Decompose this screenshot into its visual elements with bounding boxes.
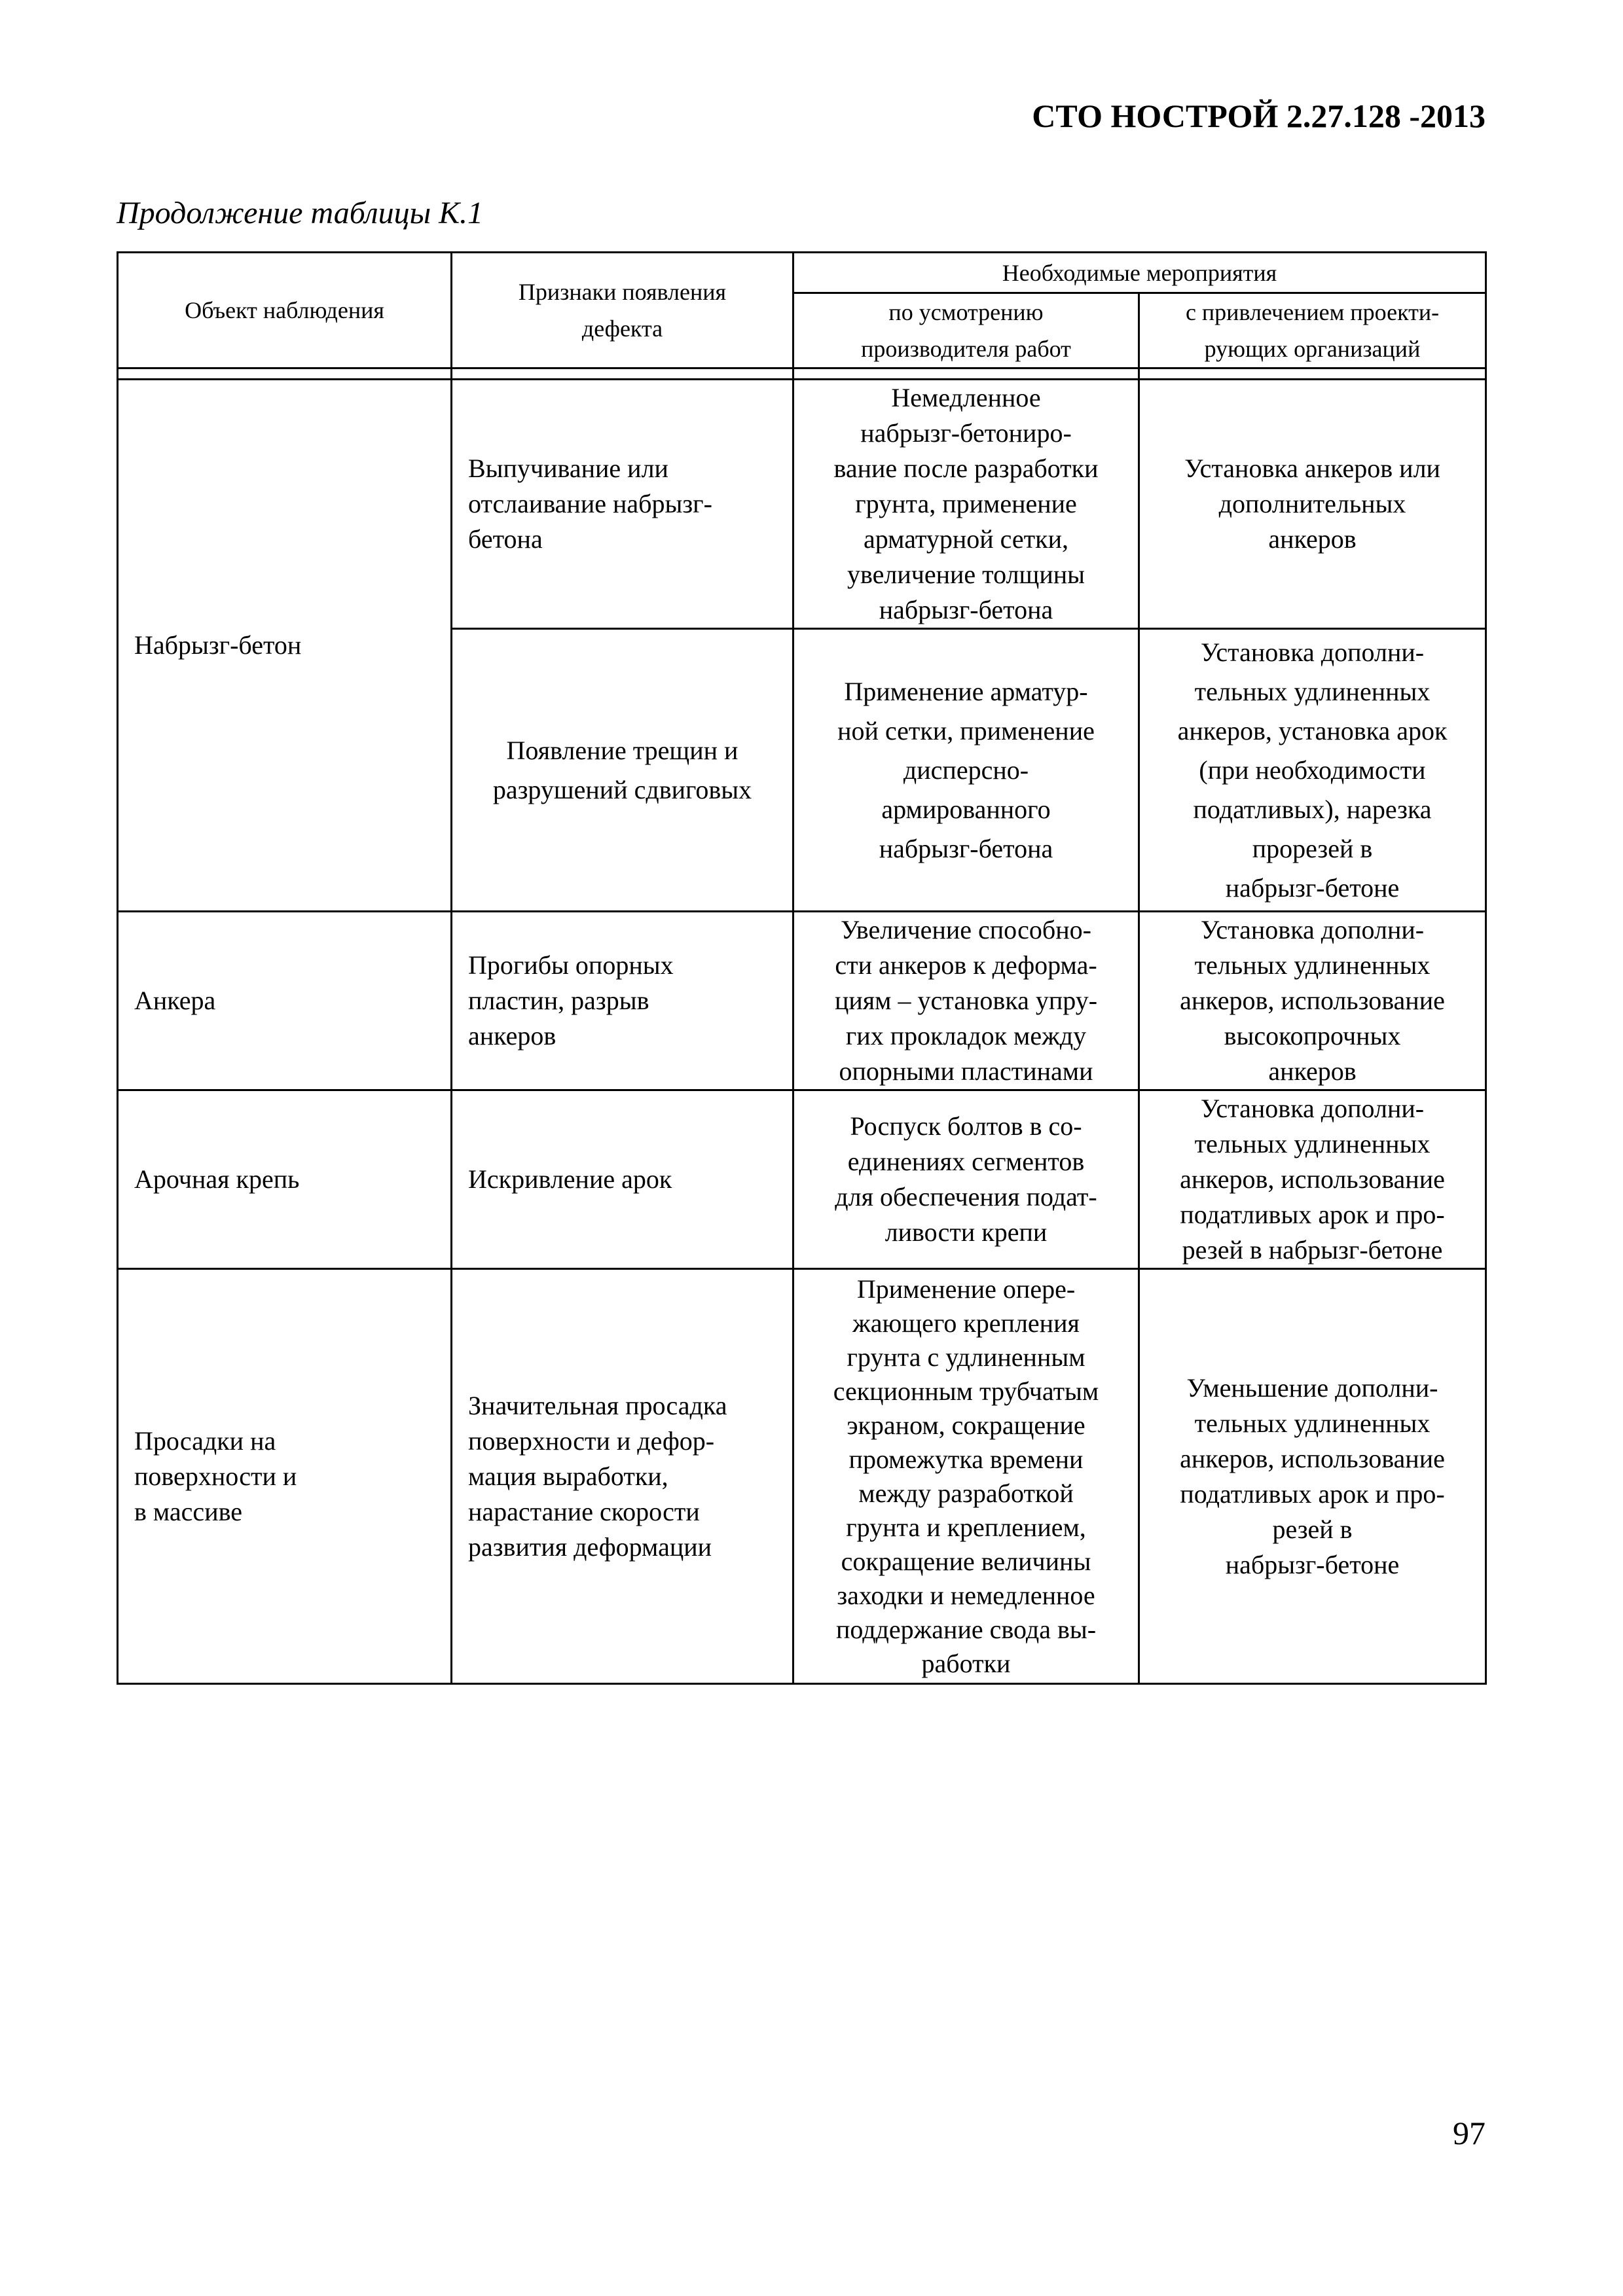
- cell-signs: Искривление арок: [452, 1090, 793, 1269]
- table-header-row: [118, 253, 1486, 293]
- cell-with-designers: Установка дополни- тельных удлиненных анкеров, использование податливых арок и про- резей в набрызг-бетоне: [1139, 1090, 1486, 1269]
- cell-object: Анкера: [118, 912, 452, 1090]
- cell-object: Набрызг-бетон: [118, 380, 452, 912]
- table-row: [118, 912, 1486, 1090]
- table-continuation-caption: Продолжение таблицы К.1: [117, 196, 483, 230]
- header-measures: Необходимые мероприятия: [793, 253, 1486, 293]
- header-signs: Признаки появления дефекта: [452, 253, 793, 368]
- table-row: [118, 1269, 1486, 1684]
- cell-object: Арочная крепь: [118, 1090, 452, 1269]
- header-with-designers: с привлечением проекти- рующих организаций: [1139, 293, 1486, 368]
- cell-by-contractor: Немедленное набрызг-бетониро- вание после разработки грунта, применение арматурной сетки, увеличение толщины набрызг-бетона: [793, 380, 1139, 629]
- header-object: Объект наблюдения: [118, 253, 452, 368]
- cell-signs: Значительная просадка поверхности и дефор- мация выработки, нарастание скорости развития деформации: [452, 1269, 793, 1684]
- header-by-contractor: по усмотрению производителя работ: [793, 293, 1139, 368]
- cell-with-designers: Установка дополни- тельных удлиненных анкеров, установка арок (при необходимости податливых), нарезка прорезей в набрызг-бетоне: [1139, 629, 1486, 912]
- cell-by-contractor: Увеличение способно- сти анкеров к деформа- циям – установка упру- гих прокладок между опорными пластинами: [793, 912, 1139, 1090]
- measures-table: [117, 251, 1487, 1685]
- table-row: [118, 1090, 1486, 1269]
- cell-with-designers: Установка анкеров или дополнительных анкеров: [1139, 380, 1486, 629]
- cell-by-contractor: Применение арматур- ной сетки, применение дисперсно- армированного набрызг-бетона: [793, 629, 1139, 912]
- cell-by-contractor: Применение опере- жающего крепления грунта с удлиненным секционным трубчатым экраном, сокращение промежутка времени между разработкой грунта и креплением, сокращение величины заходки и немедленное поддержание свода вы- работки: [793, 1269, 1139, 1684]
- page-number: 97: [1453, 2115, 1486, 2151]
- cell-signs: Появление трещин и разрушений сдвиговых: [452, 629, 793, 912]
- cell-signs: Выпучивание или отслаивание набрызг- бетона: [452, 380, 793, 629]
- document-code: СТО НОСТРОЙ 2.27.128 -2013: [1032, 98, 1486, 134]
- header-separator-row: [118, 368, 1486, 380]
- cell-with-designers: Уменьшение дополни- тельных удлиненных анкеров, использование податливых арок и про- резей в набрызг-бетоне: [1139, 1269, 1486, 1684]
- table-row: [118, 380, 1486, 629]
- cell-signs: Прогибы опорных пластин, разрыв анкеров: [452, 912, 793, 1090]
- cell-object: Просадки на поверхности и в массиве: [118, 1269, 452, 1684]
- cell-by-contractor: Роспуск болтов в со- единениях сегментов для обеспечения подат- ливости крепи: [793, 1090, 1139, 1269]
- cell-with-designers: Установка дополни- тельных удлиненных анкеров, использование высокопрочных анкеров: [1139, 912, 1486, 1090]
